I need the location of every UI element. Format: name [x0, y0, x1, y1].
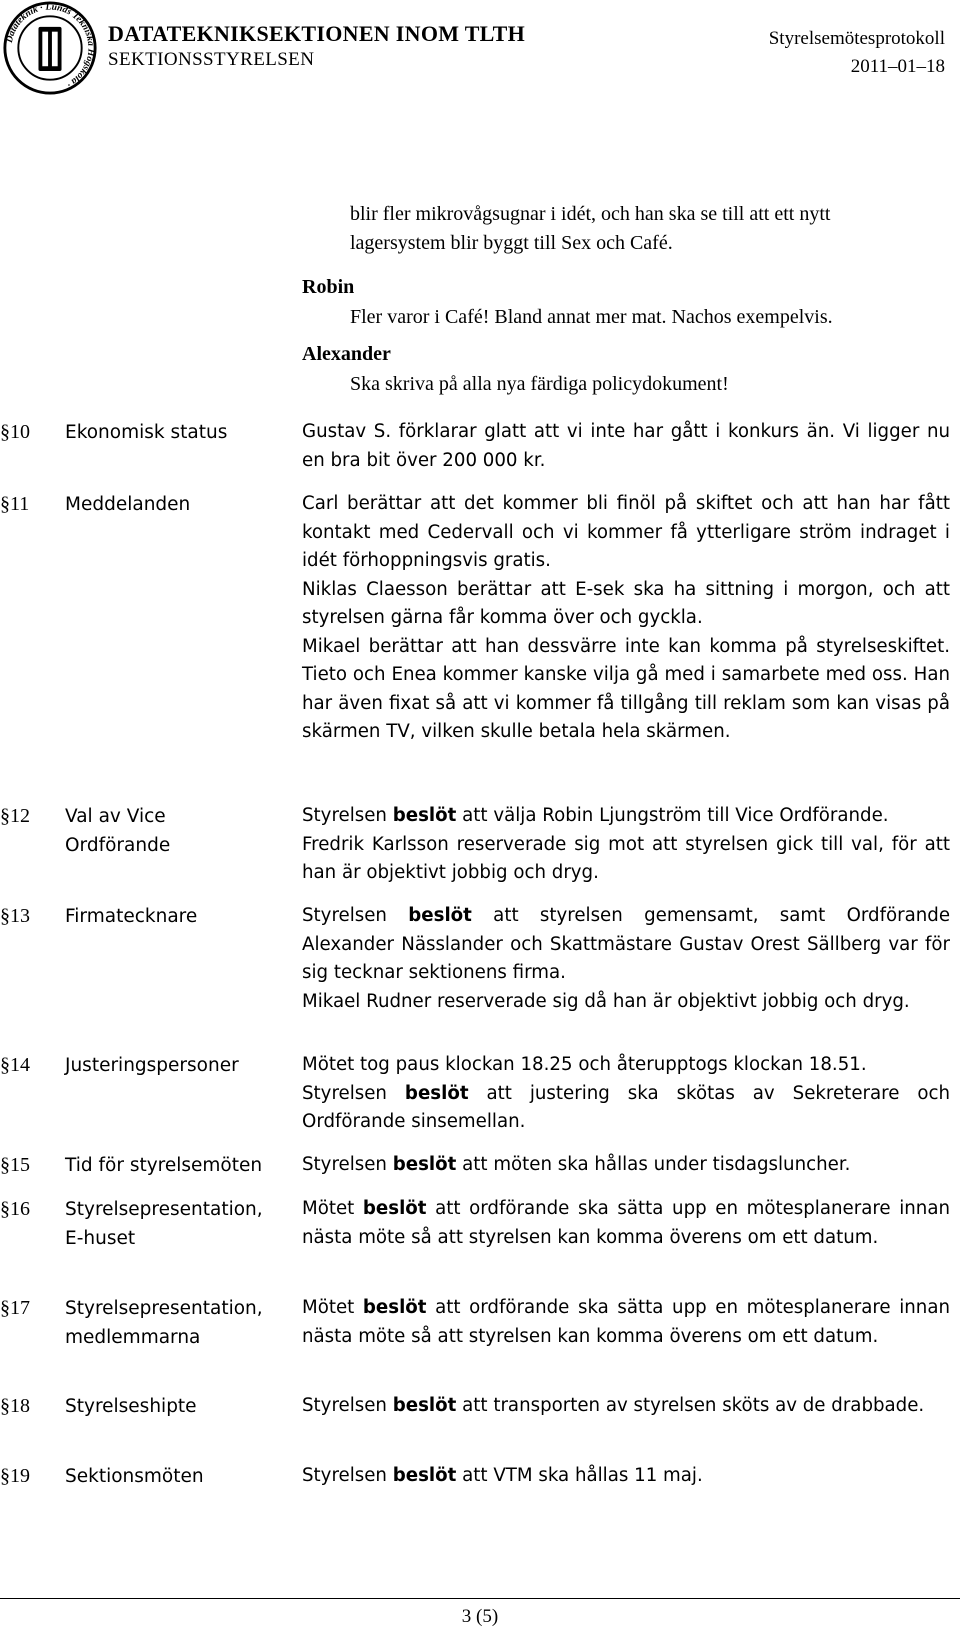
section-number: §13 — [0, 905, 30, 927]
section-paragraph — [302, 1294, 950, 1351]
section-body — [302, 418, 950, 475]
section-body — [302, 902, 950, 1016]
section-title-line: medlemmarna — [65, 1327, 201, 1348]
paragraph-text: att möten ska hållas under tisdagsluncher. — [456, 1154, 851, 1175]
footer-divider — [0, 1598, 960, 1599]
section-number: §15 — [0, 1154, 30, 1176]
paragraph-text: Styrelsen — [302, 1465, 393, 1486]
section-body — [302, 1151, 950, 1180]
section-title — [65, 902, 295, 931]
section-title-line: Meddelanden — [65, 494, 191, 515]
page-number: 3 (5) — [461, 1606, 499, 1627]
section-paragraph — [302, 1051, 950, 1080]
section-body — [302, 1462, 950, 1491]
paragraph-text: att transporten av styrelsen sköts av de drabbade. — [456, 1395, 925, 1416]
paragraph-text: att ordförande ska sätta upp en mötesplanerare innan nästa möte så att styrelsen kan komma överens om ett datum. — [302, 1297, 950, 1347]
section-title — [65, 1195, 295, 1253]
section-paragraph — [302, 576, 950, 633]
paragraph-text: att justering ska skötas av Sekreterare och Ordförande sinsemellan. — [302, 1082, 951, 1132]
section-paragraph — [302, 490, 950, 576]
section-number: §10 — [0, 421, 30, 443]
section-title-line: Justeringspersoner — [65, 1055, 239, 1076]
section-paragraph — [302, 902, 950, 988]
section-number: §14 — [0, 1054, 30, 1076]
section-title — [65, 490, 295, 519]
decision-keyword: beslöt — [392, 1395, 457, 1416]
section-title — [65, 1392, 295, 1421]
section-number: §16 — [0, 1198, 30, 1220]
section-body — [302, 1392, 950, 1421]
section-title-line: Styrelsepresentation, — [65, 1298, 263, 1319]
speaker-statement: Ska skriva på alla nya färdiga policydokument! — [350, 373, 729, 395]
section-title-line: Firmatecknare — [65, 906, 198, 927]
paragraph-text: Niklas Claesson berättar att E-sek ska ha sittning i morgon, och att styrelsen gärna får komma över och gyckla. — [302, 578, 950, 628]
section-body — [302, 490, 950, 747]
section-paragraph — [302, 802, 950, 831]
section-seal-logo — [2, 0, 98, 96]
section-body — [302, 1294, 950, 1351]
section-body — [302, 1051, 950, 1137]
section-number: §12 — [0, 805, 30, 827]
section-paragraph — [302, 988, 950, 1017]
section-title — [65, 1051, 295, 1080]
paragraph-text: Fredrik Karlsson reserverade sig mot att styrelsen gick till val, för att han är objektivt jobbig och dryg. — [302, 833, 950, 883]
paragraph-text: Gustav S. förklarar glatt att vi inte har gått i konkurs än. Vi ligger nu en bra bit över 200 000 kr. — [302, 421, 950, 471]
document-type: Styrelsemötesprotokoll — [768, 28, 945, 49]
section-title — [65, 1151, 295, 1180]
section-number: §18 — [0, 1395, 30, 1417]
section-title — [65, 802, 295, 860]
organization-name: DATATEKNIKSEKTIONEN INOM TLTH — [108, 21, 526, 46]
paragraph-text: Mötet — [302, 1297, 363, 1318]
paragraph-text: att styrelsen gemensamt, samt Ordförande Alexander Nässlander och Skattmästare Gustav Orest Sällberg var för sig tecknar sektionens firma. — [302, 905, 951, 983]
section-title-line: Ekonomisk status — [65, 422, 228, 443]
organization-subtitle: SEKTIONSSTYRELSEN — [108, 49, 315, 70]
section-title-line: E-huset — [65, 1228, 136, 1249]
section-paragraph — [302, 1462, 950, 1491]
section-paragraph — [302, 633, 950, 747]
section-paragraph — [302, 1151, 950, 1180]
section-title-line: Ordförande — [65, 835, 171, 856]
paragraph-text: Mötet tog paus klockan 18.25 och återupptogs klockan 18.51. — [302, 1054, 867, 1075]
decision-keyword: beslöt — [408, 905, 472, 926]
continued-line-2: lagersystem blir byggt till Sex och Café. — [350, 232, 673, 254]
section-title-line: Tid för styrelsemöten — [65, 1155, 263, 1176]
decision-keyword: beslöt — [362, 1198, 427, 1219]
paragraph-text: Carl berättar att det kommer bli finöl på skiftet och att han har fått kontakt med Cedervall och vi kommer få ytterligare ström indraget i idét förhoppningsvis gratis. — [302, 493, 950, 571]
section-title — [65, 418, 295, 447]
paragraph-text: Styrelsen — [302, 905, 409, 926]
section-title — [65, 1462, 295, 1491]
section-paragraph — [302, 831, 950, 888]
paragraph-text: att ordförande ska sätta upp en mötesplanerare innan nästa möte så att styrelsen kan komma överens om ett datum. — [302, 1198, 950, 1248]
paragraph-text: att välja Robin Ljungström till Vice Ordförande. — [456, 805, 889, 826]
section-paragraph — [302, 1392, 950, 1421]
continued-line-1: blir fler mikrovågsugnar i idét, och han ska se till att ett nytt — [350, 203, 831, 225]
paragraph-text: Styrelsen — [302, 1395, 393, 1416]
paragraph-text: Styrelsen — [302, 1082, 405, 1104]
speaker-statement: Fler varor i Café! Bland annat mer mat. Nachos exempelvis. — [350, 306, 833, 328]
section-number: §17 — [0, 1297, 30, 1319]
section-number: §19 — [0, 1465, 30, 1487]
section-title-line: Val av Vice — [65, 806, 166, 827]
section-body — [302, 1195, 950, 1252]
svg-text:Datateknik · Lunds Tekniska Hö: Datateknik · Lunds Tekniska Högskola · — [3, 1, 97, 90]
decision-keyword: beslöt — [392, 1154, 457, 1175]
paragraph-text: Mikael Rudner reserverade sig då han är objektivt jobbig och dryg. — [302, 990, 910, 1012]
section-paragraph — [302, 1080, 950, 1137]
section-paragraph — [302, 1195, 950, 1252]
section-title-line: Sektionsmöten — [65, 1466, 204, 1487]
section-title — [65, 1294, 295, 1352]
section-body — [302, 802, 950, 888]
section-number: §11 — [0, 493, 30, 515]
paragraph-text: Mikael berättar att han dessvärre inte kan komma på styrelseskiftet. Tieto och Enea kommer kanske vilja gå med i samarbete med oss. Han har även fixat så att vi kommer få tillgång till reklam som kan visas på skärmen TV, vilken skulle betala hela skärmen. — [302, 635, 950, 742]
paragraph-text: att VTM ska hållas 11 maj. — [456, 1465, 703, 1486]
paragraph-text: Styrelsen — [302, 1154, 393, 1175]
paragraph-text: Styrelsen — [302, 805, 393, 826]
paragraph-text: Mötet — [302, 1198, 363, 1219]
decision-keyword: beslöt — [404, 1082, 469, 1104]
decision-keyword: beslöt — [392, 805, 457, 826]
speaker-name: Alexander — [302, 343, 391, 365]
speaker-name: Robin — [302, 276, 355, 298]
section-paragraph — [302, 418, 950, 475]
section-title-line: Styrelsepresentation, — [65, 1199, 263, 1220]
section-title-line: Styrelseshipte — [65, 1396, 197, 1417]
decision-keyword: beslöt — [392, 1465, 457, 1486]
decision-keyword: beslöt — [362, 1297, 427, 1318]
document-date: 2011–01–18 — [850, 56, 945, 77]
